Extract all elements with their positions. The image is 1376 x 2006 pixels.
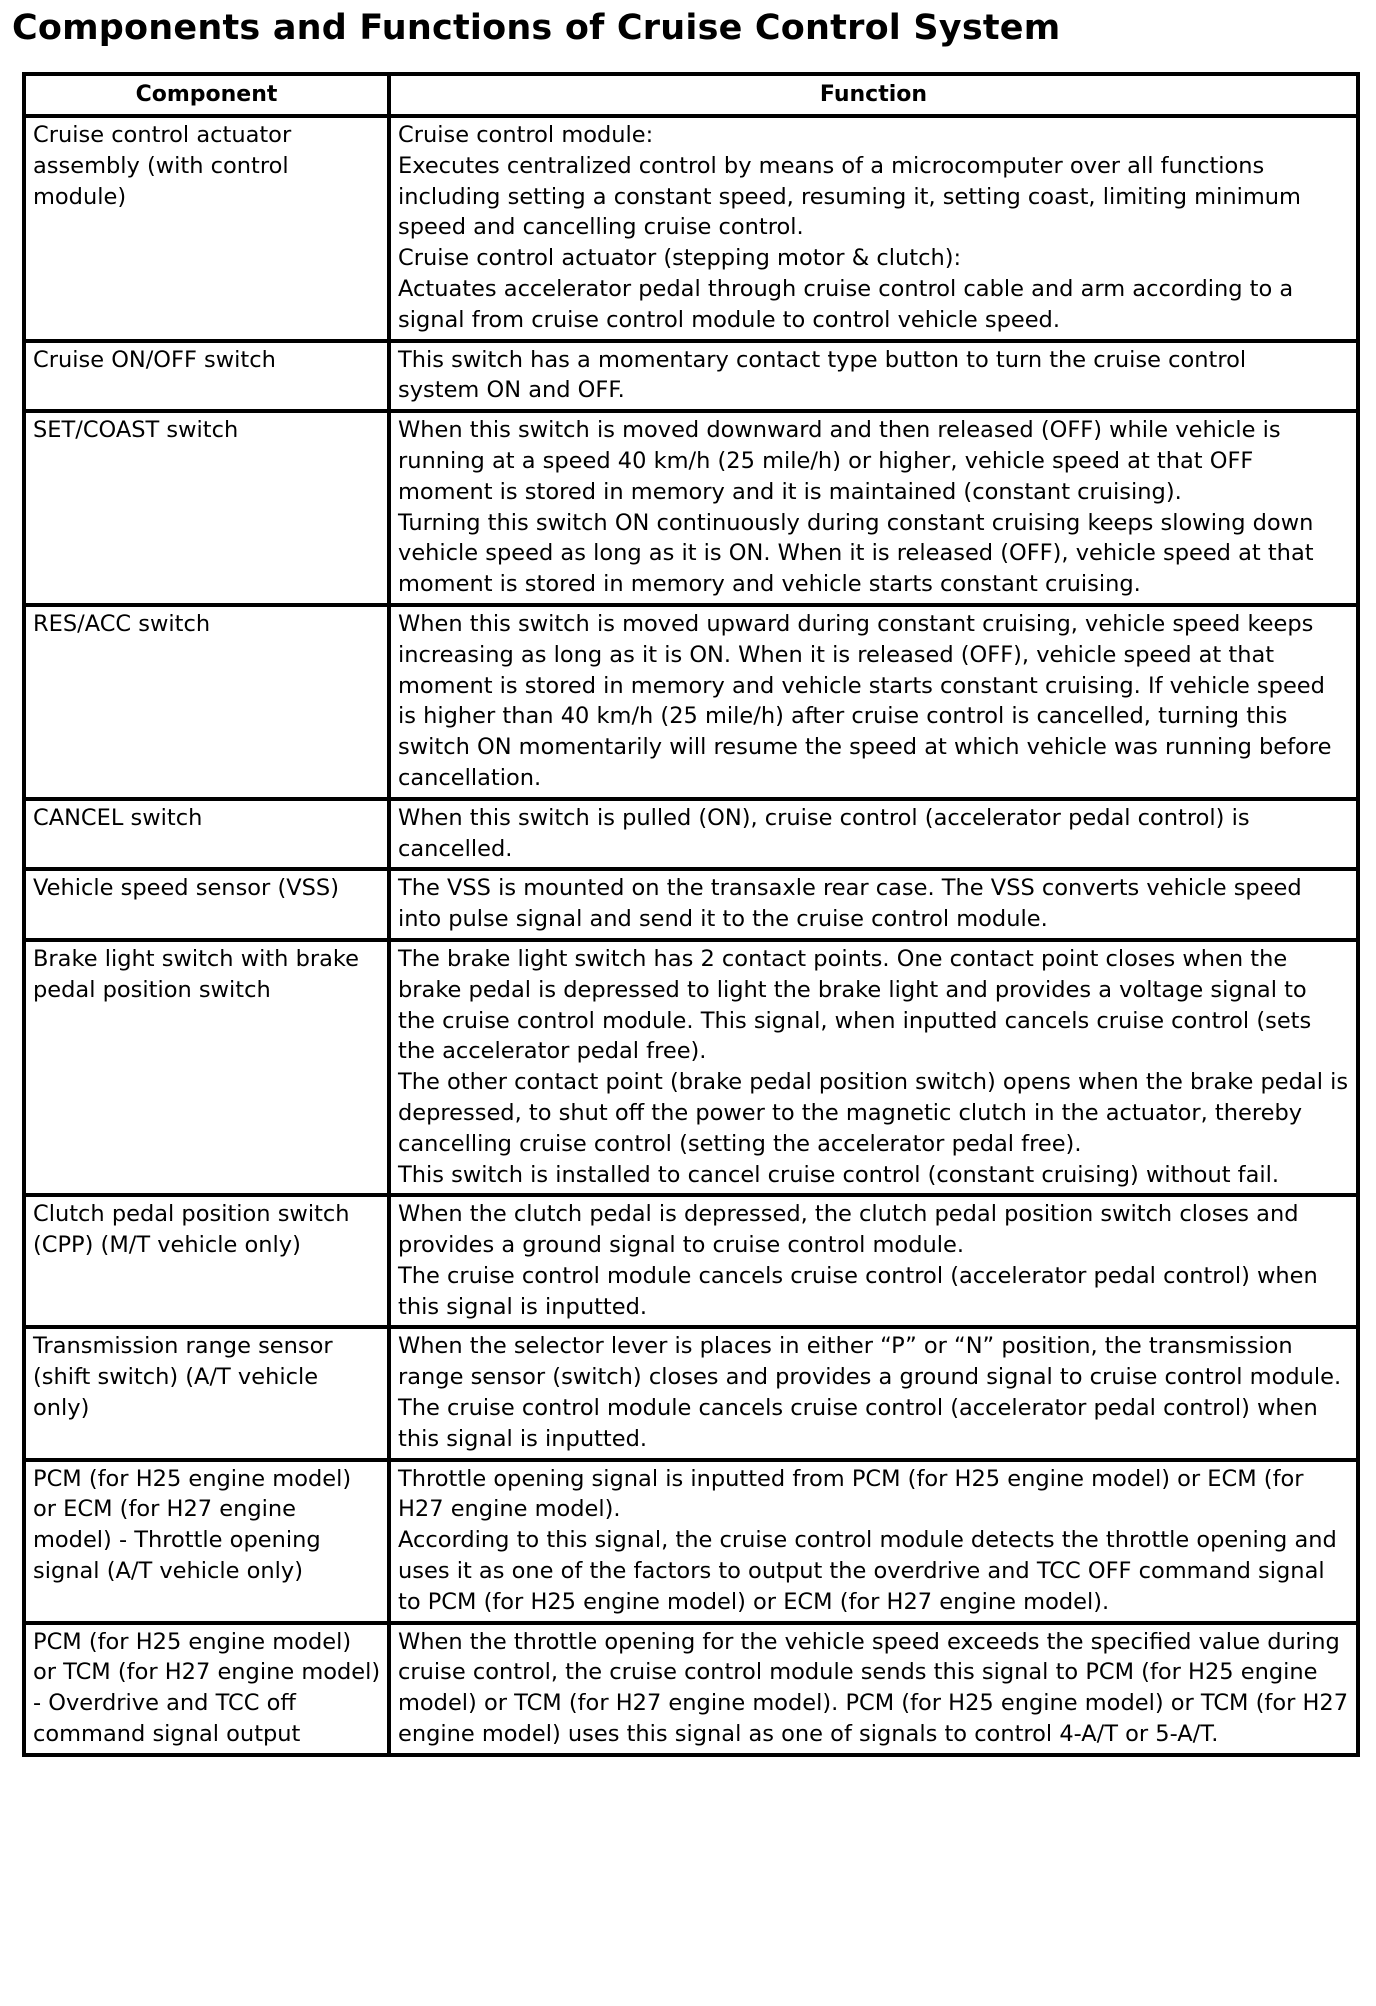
function-line: Throttle opening signal is inputted from PCM (for H25 engine model) or ECM (for H27 engine model).	[398, 1465, 1304, 1523]
function-line: Executes centralized control by means of a microcomputer over all functions including setting a constant speed, resuming it, setting coast, limiting minimum speed and cancelling cruise control.	[398, 152, 1301, 241]
function-cell	[389, 605, 1358, 799]
component-cell: CANCEL switch	[24, 799, 389, 870]
function-line: The cruise control module cancels cruise control (accelerator pedal control) when this signal is inputted.	[398, 1262, 1318, 1320]
table-row	[24, 1623, 1358, 1755]
table-row	[24, 341, 1358, 412]
function-line: system ON and OFF.	[398, 377, 625, 404]
function-line: Cruise control module:	[398, 122, 654, 148]
function-cell	[389, 116, 1358, 341]
component-cell: Cruise control actuator assembly (with control module)	[24, 116, 389, 341]
page-title: Components and Functions of Cruise Control System	[12, 8, 1061, 48]
table-row	[24, 116, 1358, 341]
table-row	[24, 1327, 1358, 1459]
function-cell	[389, 1460, 1358, 1623]
component-cell: RES/ACC switch	[24, 605, 389, 799]
function-cell	[389, 940, 1358, 1195]
function-cell	[389, 869, 1358, 940]
function-line: When this switch is pulled (ON), cruise control (accelerator pedal control) is cancelled.	[398, 804, 1250, 862]
function-line: Turning this switch ON continuously during constant cruising keeps slowing down vehicle speed as long as it is ON. When it is released (OFF), vehicle speed at that moment is stored in memory and vehicle starts constant cruising.	[398, 509, 1314, 598]
function-line: When this switch is moved upward during constant cruising, vehicle speed keeps increasing as long as it is ON. When it is released (OFF), vehicle speed at that moment is stored in memory and vehicle starts constant cruising. If vehicle speed is higher than 40 km/h (25 mile/h) after cruise control is cancelled, turning this switch ON momentarily will resume the speed at which vehicle was running before cancellation.	[398, 610, 1332, 791]
table-header-row	[24, 74, 1358, 116]
function-line: When this switch is moved downward and then released (OFF) while vehicle is running at a speed 40 km/h (25 mile/h) or higher, vehicle speed at that OFF moment is stored in memory and it is maintained (constant cruising).	[398, 417, 1281, 505]
component-cell: PCM (for H25 engine model) or TCM (for H27 engine model) - Overdrive and TCC off command signal output	[24, 1623, 389, 1755]
table-row	[24, 1460, 1358, 1623]
components-table	[22, 72, 1360, 1757]
component-cell: Vehicle speed sensor (VSS)	[24, 869, 389, 940]
function-line: When the clutch pedal is depressed, the clutch pedal position switch closes and provides a ground signal to cruise control module.	[398, 1201, 1299, 1259]
table-row	[24, 411, 1358, 605]
function-line: The brake light switch has 2 contact points. One contact point closes when the brake pedal is depressed to light the brake light and provides a voltage signal to the cruise control module. This signal, when inputted cancels cruise control (sets the accelerator pedal free).	[398, 945, 1312, 1065]
component-cell: Brake light switch with brake pedal position switch	[24, 940, 389, 1195]
component-cell: Cruise ON/OFF switch	[24, 341, 389, 412]
function-cell	[389, 1623, 1358, 1755]
component-cell: Transmission range sensor (shift switch) (A/T vehicle only)	[24, 1327, 389, 1459]
table-row	[24, 869, 1358, 940]
function-line: Actuates accelerator pedal through cruise control cable and arm according to a signal from cruise control module to control vehicle speed.	[398, 275, 1294, 333]
function-cell	[389, 799, 1358, 870]
table-row	[24, 940, 1358, 1195]
column-header-component: Component	[24, 74, 389, 116]
function-line: According to this signal, the cruise control module detects the throttle opening and uses it as one of the factors to output the overdrive and TCC OFF command signal to PCM (for H25 engine model) or ECM (for H27 engine model).	[398, 1527, 1337, 1615]
component-cell: Clutch pedal position switch (CPP) (M/T vehicle only)	[24, 1195, 389, 1327]
function-line: The VSS is mounted on the transaxle rear case. The VSS converts vehicle speed into pulse signal and send it to the cruise control module.	[398, 875, 1302, 933]
component-cell: SET/COAST switch	[24, 411, 389, 605]
function-line: Cruise control actuator (stepping motor & clutch):	[398, 245, 962, 272]
function-line: The other contact point (brake pedal position switch) opens when the brake pedal is depressed, to shut off the power to the magnetic clutch in the actuator, thereby cancelling cruise control (setting the accelerator pedal free).	[398, 1069, 1349, 1157]
function-line: This switch is installed to cancel cruise control (constant cruising) without fail.	[398, 1161, 1280, 1188]
function-cell	[389, 411, 1358, 605]
column-header-function: Function	[389, 74, 1358, 116]
table-row	[24, 1195, 1358, 1327]
function-cell	[389, 341, 1358, 412]
component-cell: PCM (for H25 engine model) or ECM (for H27 engine model) - Throttle opening signal (A/T vehicle only)	[24, 1460, 389, 1623]
table-row	[24, 799, 1358, 870]
function-line: When the selector lever is places in either “P” or “N” position, the transmission range sensor (switch) closes and provides a ground signal to cruise control module. The cruise control module cancels cruise control (accelerator pedal control) when this signal is inputted.	[398, 1333, 1342, 1452]
function-line: This switch has a momentary contact type button to turn the cruise control	[398, 346, 1247, 373]
function-cell	[389, 1327, 1358, 1459]
function-line: When the throttle opening for the vehicle speed exceeds the specified value during cruise control, the cruise control module sends this signal to PCM (for H25 engine model) or TCM (for H27 engine model). PCM (for H25 engine model) or TCM (for H27 engine model) uses this signal as one of signals to control 4-A/T or 5-A/T.	[398, 1628, 1349, 1748]
function-cell	[389, 1195, 1358, 1327]
table-row	[24, 605, 1358, 799]
